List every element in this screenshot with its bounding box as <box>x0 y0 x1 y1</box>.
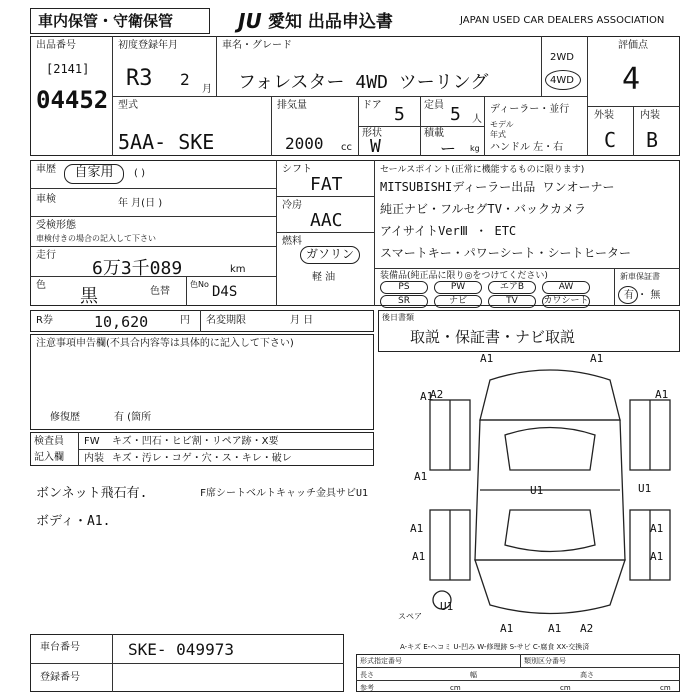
equipment-item: PS <box>380 281 428 294</box>
damage-mark: U1 <box>530 484 544 497</box>
history-value: 自家用 <box>64 164 124 184</box>
ref-label: 参考 <box>360 684 374 692</box>
damage-mark: A1 <box>414 470 428 483</box>
exterior-check-items: キズ・凹石・ヒビ割・リペア跡・X要 <box>112 436 279 447</box>
color-value: 黒 <box>80 286 98 307</box>
registration-month: 2 <box>180 70 190 89</box>
damage-legend: A-キズ E-ヘコミ U-凹み W-修理跡 S-サビ C-腐食 XX-交換済 <box>400 643 590 651</box>
fuel-value: ガソリン <box>300 246 360 264</box>
exterior-check-label: FW <box>84 436 100 447</box>
lot-number: 04452 <box>36 86 109 114</box>
drive-4wd: 4WD <box>550 75 574 86</box>
load-value: ー <box>440 139 457 158</box>
car-name-label: 車名・グレード <box>222 40 292 51</box>
selling-point-line: MITSUBISHIディーラー出品 ワンオーナー <box>380 180 615 194</box>
after-docs-value: 取説・保証書・ナビ取説 <box>410 328 576 346</box>
equipment-item: AW <box>542 281 590 294</box>
shift-label: シフト <box>282 164 312 175</box>
recycle-label: R券 <box>36 315 53 326</box>
cm-unit-3: cm <box>660 684 671 692</box>
selling-point-line: 純正ナビ・フルセグTV・バックカメラ <box>380 202 586 216</box>
handle-label: ハンドル 左・右 <box>490 142 564 153</box>
chassis-value: SKE- 049973 <box>128 640 234 659</box>
damage-mark: A1 <box>650 550 664 563</box>
ac-label: 冷房 <box>282 200 302 211</box>
lot-prefix: [2141] <box>46 62 90 76</box>
equipment-item: ナビ <box>434 295 482 308</box>
name-change-date: 月 日 <box>290 315 314 326</box>
fuel-alt: 軽 油 <box>312 272 336 283</box>
equipment-item: TV <box>488 295 536 308</box>
door-value: 5 <box>394 104 405 125</box>
registration-era: R3 <box>126 66 153 91</box>
fuel-label: 燃料 <box>282 236 302 247</box>
damage-mark: A1 <box>655 388 669 401</box>
damage-mark: A1 <box>590 352 604 365</box>
exterior-grade: C <box>604 128 617 152</box>
selling-point-line: スマートキー・パワーシート・シートヒーター <box>380 246 632 260</box>
model-year-label-2: 年式 <box>490 130 506 139</box>
damage-mark: U1 <box>440 600 454 613</box>
association-name: JAPAN USED CAR DEALERS ASSOCIATION <box>460 15 665 26</box>
inspector-label-1: 検査員 <box>34 436 64 447</box>
spare-label: スペア <box>398 612 422 621</box>
mileage-label: 走行 <box>36 250 56 261</box>
damage-mark: A1 <box>548 622 562 635</box>
damage-mark: A1 <box>500 622 514 635</box>
color-code-label: 色No <box>190 280 209 289</box>
first-registration-label: 初度登録年月 <box>118 40 178 51</box>
model-year-label: モデル <box>490 120 514 129</box>
history-label: 車歴 <box>36 164 56 175</box>
exterior-label: 外装 <box>594 110 614 121</box>
color-code-value: D4S <box>212 284 238 300</box>
remark-line-1: ボンネット飛石有. <box>36 486 148 501</box>
inspection-text: 年 月(日 ) <box>118 198 163 209</box>
capacity-label: 定員 <box>424 100 444 111</box>
displacement-label: 排気量 <box>277 100 307 111</box>
model-label: 型式 <box>118 100 138 111</box>
mileage-value: 6万3千089 <box>92 258 183 279</box>
shape-value: W <box>370 136 381 157</box>
inspector-label-2: 記入欄 <box>34 452 64 463</box>
ju-logo: JU <box>238 9 262 33</box>
displacement-value: 2000 <box>285 134 324 153</box>
model-value: 5AA- SKE <box>118 130 215 154</box>
warranty-sub: 車検付きの場合の記入して下さい <box>36 234 156 243</box>
registration-number-label: 登録番号 <box>40 672 80 683</box>
damage-mark: A1 <box>412 550 426 563</box>
recycle-block <box>30 310 374 332</box>
drive-2wd: 2WD <box>550 52 574 63</box>
interior-label: 内装 <box>640 110 660 121</box>
header-title-main: 愛知 出品申込書 <box>268 12 393 32</box>
ac-value: AAC <box>310 210 343 231</box>
inspection-label: 車検 <box>36 194 56 205</box>
damage-mark: A1 <box>420 390 434 403</box>
color-label: 色 <box>36 280 46 291</box>
score-value: 4 <box>622 62 641 97</box>
load-unit: kg <box>470 144 480 153</box>
car-name-value: フォレスター 4WD ツーリング <box>238 72 489 93</box>
damage-mark: U1 <box>638 482 652 495</box>
shape-label: 形状 <box>362 128 382 139</box>
selling-point-line: アイサイトVerⅢ ・ ETC <box>380 224 517 238</box>
length-label: 長さ <box>360 671 374 679</box>
displacement-unit: cc <box>341 142 352 153</box>
dealer-label: ディーラー・並行 <box>490 104 570 115</box>
lot-number-label: 出品番号 <box>36 40 76 51</box>
damage-mark: A2 <box>430 388 444 401</box>
equipment-item: エアB <box>488 281 536 294</box>
interior-check-items: キズ・汚レ・コゲ・穴・ス・キレ・破レ <box>112 453 292 464</box>
color-change-label: 色替 <box>150 286 170 297</box>
shape-cert-label: 形式指定番号 <box>360 657 402 665</box>
warranty-label: 受検形態 <box>36 220 76 231</box>
header-title-left: 車内保管・守衛保管 <box>38 12 174 30</box>
equipment-item: カワシート <box>543 296 589 306</box>
selling-points-label: セールスポイント(正常に機能するものに限ります) <box>380 165 585 175</box>
interior-grade: B <box>646 128 659 152</box>
class-number-label: 類別区分番号 <box>524 657 566 665</box>
cm-unit-1: cm <box>450 684 461 692</box>
capacity-unit: 人 <box>472 114 482 125</box>
notes-label: 注意事項申告欄(不具合内容等は具体的に記入して下さい) <box>36 338 294 349</box>
capacity-value: 5 <box>450 104 461 125</box>
interior-check-label: 内装 <box>84 453 104 464</box>
cm-unit-2: cm <box>560 684 571 692</box>
spec-block <box>356 654 680 692</box>
car-diagram <box>420 360 680 630</box>
door-label: ドア <box>362 100 382 111</box>
load-label: 積載 <box>424 128 444 139</box>
damage-mark: A1 <box>410 522 424 535</box>
recycle-value: 10,620 <box>94 313 149 331</box>
mileage-unit: km <box>230 264 246 275</box>
chassis-label: 車台番号 <box>40 642 80 653</box>
history-paren: ( ) <box>134 168 145 179</box>
damage-mark: A1 <box>480 352 494 365</box>
repair-history-label: 修復歴 <box>50 412 80 423</box>
equipment-label: 装備品(純正品に限り◎をつけてください) <box>380 271 548 281</box>
recycle-unit: 円 <box>180 315 190 326</box>
height-label: 高さ <box>580 671 594 679</box>
damage-mark: A2 <box>580 622 594 635</box>
equipment-item: PW <box>434 281 482 294</box>
registration-month-unit: 月 <box>202 84 212 95</box>
name-change-label: 名変期限 <box>206 315 246 326</box>
equipment-item: SR <box>380 295 428 308</box>
after-docs-label: 後日書類 <box>382 313 414 322</box>
shift-value: FAT <box>310 174 343 195</box>
remark-right: F席シートベルトキャッチ金具サビU1 <box>200 488 369 499</box>
repair-history-text: 有 (箇所 <box>114 412 152 423</box>
width-label: 幅 <box>470 671 477 679</box>
score-label: 評価点 <box>618 40 648 51</box>
damage-mark: A1 <box>650 522 664 535</box>
new-car-warranty-label: 新車保証書 <box>620 272 660 281</box>
new-car-warranty-options: 有 ・ 無 <box>624 290 661 301</box>
new-car-warranty-circle <box>618 286 638 304</box>
remark-line-2: ボディ・A1. <box>36 514 111 529</box>
